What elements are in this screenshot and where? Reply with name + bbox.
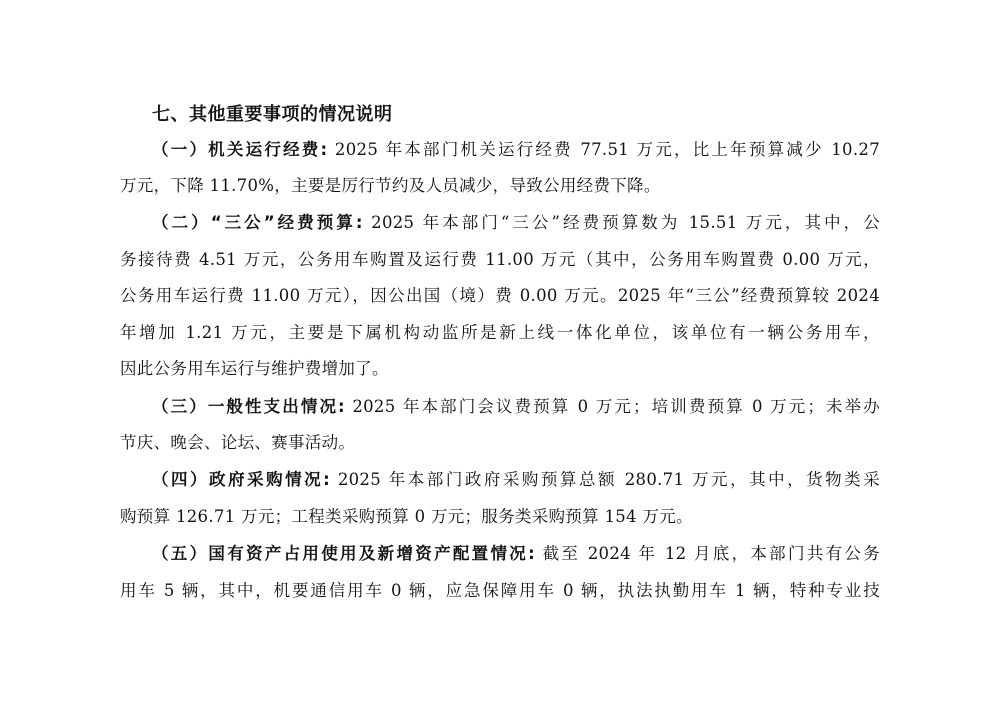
paragraph-label: （三）一般性支出情况:	[152, 397, 345, 416]
paragraph-label: （五）国有资产占用使用及新增资产配置情况:	[152, 544, 535, 563]
paragraph-line: 节庆、晚会、论坛、赛事活动。	[120, 433, 356, 452]
paragraph-line	[152, 468, 880, 492]
paragraph-line	[152, 395, 880, 419]
paragraph-line: 用车 5 辆，其中，机要通信用车 0 辆，应急保障用车 0 辆，执法执勤用车 1 辆，特种专业技	[120, 581, 880, 600]
paragraph-line: 因此公务用车运行与维护费增加了。	[120, 359, 389, 378]
paragraph-line	[152, 138, 880, 162]
paragraph-text: 2025 年本部门机关运行经费 77.51 万元，比上年预算减少 10.27	[334, 140, 880, 159]
paragraph-line: 年增加 1.21 万元，主要是下属机构动监所是新上线一体化单位，该单位有一辆公务用车，	[120, 323, 880, 342]
paragraph-line: 公务用车运行费 11.00 万元），因公出国（境）费 0.00 万元。2025 年“三公”经费预算较 2024	[120, 286, 880, 305]
paragraph-line: 购预算 126.71 万元；工程类采购预算 0 万元；服务类采购预算 154 万元。	[120, 507, 693, 526]
paragraph-line	[152, 211, 880, 235]
paragraph-line: 万元，下降 11.70%，主要是厉行节约及人员减少，导致公用经费下降。	[120, 176, 661, 195]
paragraph-line	[152, 542, 880, 566]
paragraph-line: 务接待费 4.51 万元，公务用车购置及运行费 11.00 万元（其中，公务用车购置费 0.00 万元，	[120, 250, 880, 269]
paragraph-label: （四）政府采购情况:	[152, 470, 331, 489]
section-heading: 七、其他重要事项的情况说明	[152, 104, 393, 125]
paragraph-text: 2025 年本部门政府采购预算总额 280.71 万元，其中，货物类采	[337, 470, 880, 489]
paragraph-text: 截至 2024 年 12 月底，本部门共有公务	[542, 544, 881, 563]
paragraph-label: （二）“三公”经费预算:	[152, 213, 363, 232]
paragraph-label: （一）机关运行经费:	[152, 140, 328, 159]
paragraph-text: 2025 年本部门会议费预算 0 万元；培训费预算 0 万元；未举办	[352, 397, 880, 416]
paragraph-text: 2025 年本部门“三公”经费预算数为 15.51 万元，其中，公	[371, 213, 881, 232]
